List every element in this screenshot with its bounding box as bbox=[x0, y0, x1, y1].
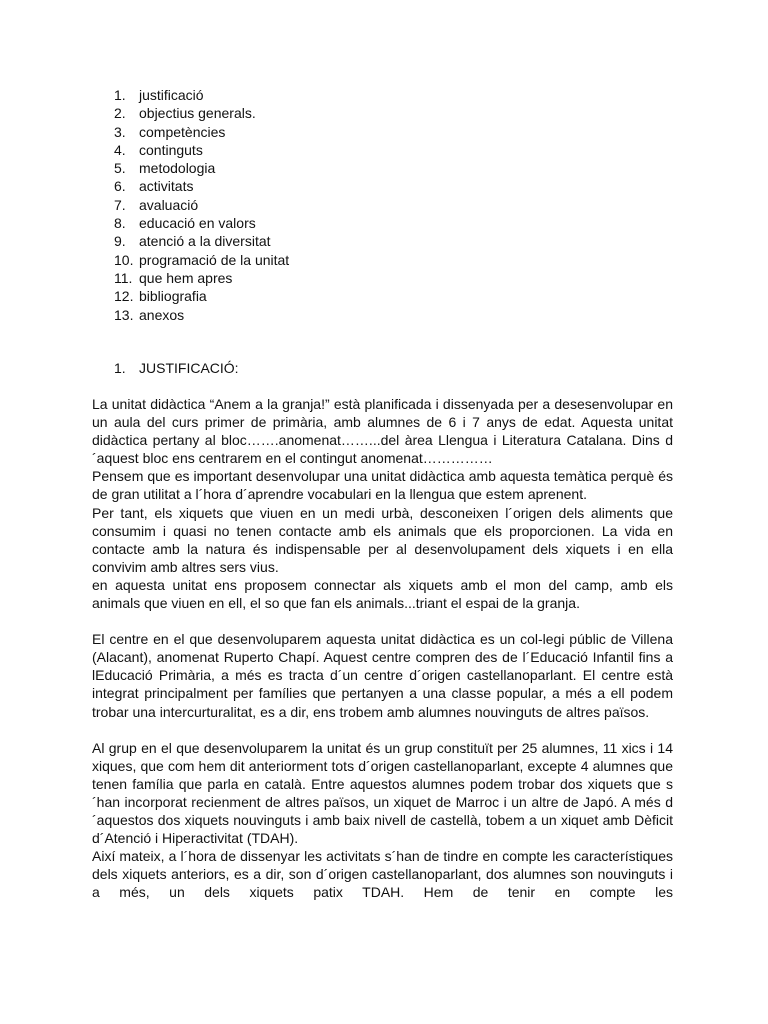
paragraph-intro: La unitat didàctica “Anem a la granja!” està planificada i dissenyada per a desesenvolupar en un aula del curs primer de primària, amb alumnes de 6 i 7 anys de edat. Aquesta unitat didàctica pertany al bloc…….anomenat……...del àrea Llengua i Literatura Catalana. Dins d´aquest bloc ens centrarem en el contingut anomenat…………… bbox=[92, 396, 673, 467]
toc-item bbox=[114, 214, 289, 232]
toc-item bbox=[114, 269, 289, 287]
toc-item-label: avaluació bbox=[139, 196, 199, 213]
toc-item-number: 2. bbox=[114, 105, 126, 122]
toc-item-label: atenció a la diversitat bbox=[139, 233, 271, 250]
paragraph-activities: Així mateix, a l´hora de dissenyar les activitats s´han de tindre en compte les característiques dels xiquets anteriors, es a dir, son d´origen castellanoparlant, dos alumnes son nouvinguts i a més, un dels xiquets patix TDAH. Hem de tenir en compte les bbox=[92, 848, 673, 901]
toc-item-label: continguts bbox=[139, 141, 203, 158]
toc-item bbox=[114, 159, 289, 177]
paragraph-group: Al grup en el que desenvoluparem la unitat és un grup constituït per 25 alumnes, 11 xics i 14 xiques, que com hem dit anteriorment tots d´origen castellanoparlant, excepte 4 alumnes que tenen família que parla en català. Entre aquestos alumnes podem trobar dos xiquets que s´han incorporat recienment de altres països, un xiquet de Marroc i un altre de Japó. A més d´aquestos dos xiquets nouvinguts i amb baix nivell de castellà, tobem a un xiquet amb Dèficit d´Atenció i Hiperactivitat (TDAH). bbox=[92, 739, 673, 847]
section-number: 1. bbox=[114, 360, 126, 376]
toc-item-number: 12. bbox=[114, 288, 134, 305]
toc-item-number: 6. bbox=[114, 178, 126, 195]
toc-item bbox=[114, 123, 289, 141]
toc-item-number: 7. bbox=[114, 196, 126, 213]
toc-item bbox=[114, 141, 289, 159]
toc-item-number: 1. bbox=[114, 87, 126, 103]
paragraph-spacer bbox=[92, 721, 673, 739]
toc-item-label: metodologia bbox=[139, 160, 216, 177]
toc-item-number: 5. bbox=[114, 160, 126, 177]
toc-item-number: 4. bbox=[114, 141, 126, 158]
toc-item bbox=[114, 196, 289, 214]
toc-item-label: competències bbox=[139, 123, 226, 140]
toc-item-label: educació en valors bbox=[139, 215, 256, 232]
toc-item bbox=[114, 287, 289, 305]
paragraph-spacer bbox=[92, 612, 673, 630]
toc-item-number: 9. bbox=[114, 233, 126, 250]
toc-item-number: 3. bbox=[114, 123, 126, 140]
toc-item-number: 11. bbox=[114, 269, 133, 286]
toc-item bbox=[114, 86, 289, 104]
toc-item-label: activitats bbox=[139, 178, 194, 195]
toc-item-label: justificació bbox=[139, 87, 204, 103]
toc-item bbox=[114, 104, 289, 122]
section-title: JUSTIFICACIÓ: bbox=[139, 360, 239, 376]
toc-item-label: bibliografia bbox=[139, 288, 207, 305]
toc-item-label: objectius generals. bbox=[139, 105, 256, 122]
toc-item bbox=[114, 251, 289, 269]
section-heading bbox=[114, 359, 239, 377]
toc-item-number: 10. bbox=[114, 251, 134, 268]
toc-item-label: programació de la unitat bbox=[139, 251, 290, 268]
toc-item-number: 13. bbox=[114, 306, 134, 323]
paragraph-goal: en aquesta unitat ens proposem connectar als xiquets amb el mon del camp, amb els animals que viuen en ell, el so que fan els animals...triant el espai de la granja. bbox=[92, 576, 673, 612]
paragraph-importance: Pensem que es important desenvolupar una unitat didàctica amb aquesta temàtica perquè és de gran utilitat a l´hora d´aprendre vocabulari en la llengua que estem aprenent. bbox=[92, 468, 673, 503]
body-text bbox=[92, 395, 673, 901]
toc-item-label: que hem apres bbox=[139, 269, 233, 286]
toc-item bbox=[114, 177, 289, 195]
toc-item bbox=[114, 232, 289, 250]
paragraph-urban-context: Per tant, els xiquets que viuen en un medi urbà, desconeixen l´origen dels aliments que consumim i quasi no tenen contacte amb els animals que els proporcionen. La vida en contacte amb la natura és indispensable per al desenvolupament dels xiquets i en ella convivim amb altres sers vius. bbox=[92, 504, 673, 575]
table-of-contents bbox=[114, 86, 289, 324]
toc-item-label: anexos bbox=[139, 306, 185, 323]
toc-item-number: 8. bbox=[114, 215, 126, 232]
paragraph-school: El centre en el que desenvoluparem aquesta unitat didàctica es un col-legi públic de Villena (Alacant), anomenat Ruperto Chapí. Aquest centre compren des de l´Educació Infantil fins a lEducació Primària, a més es tracta d´un centre d´origen castellanoparlant. El centre està integrat principalment per famílies que pertanyen a una classe popular, a més a ell podem trobar una intercurturalitat, es a dir, ens trobem amb alumnes nouvinguts de altres països. bbox=[92, 631, 673, 720]
toc-item bbox=[114, 306, 289, 324]
